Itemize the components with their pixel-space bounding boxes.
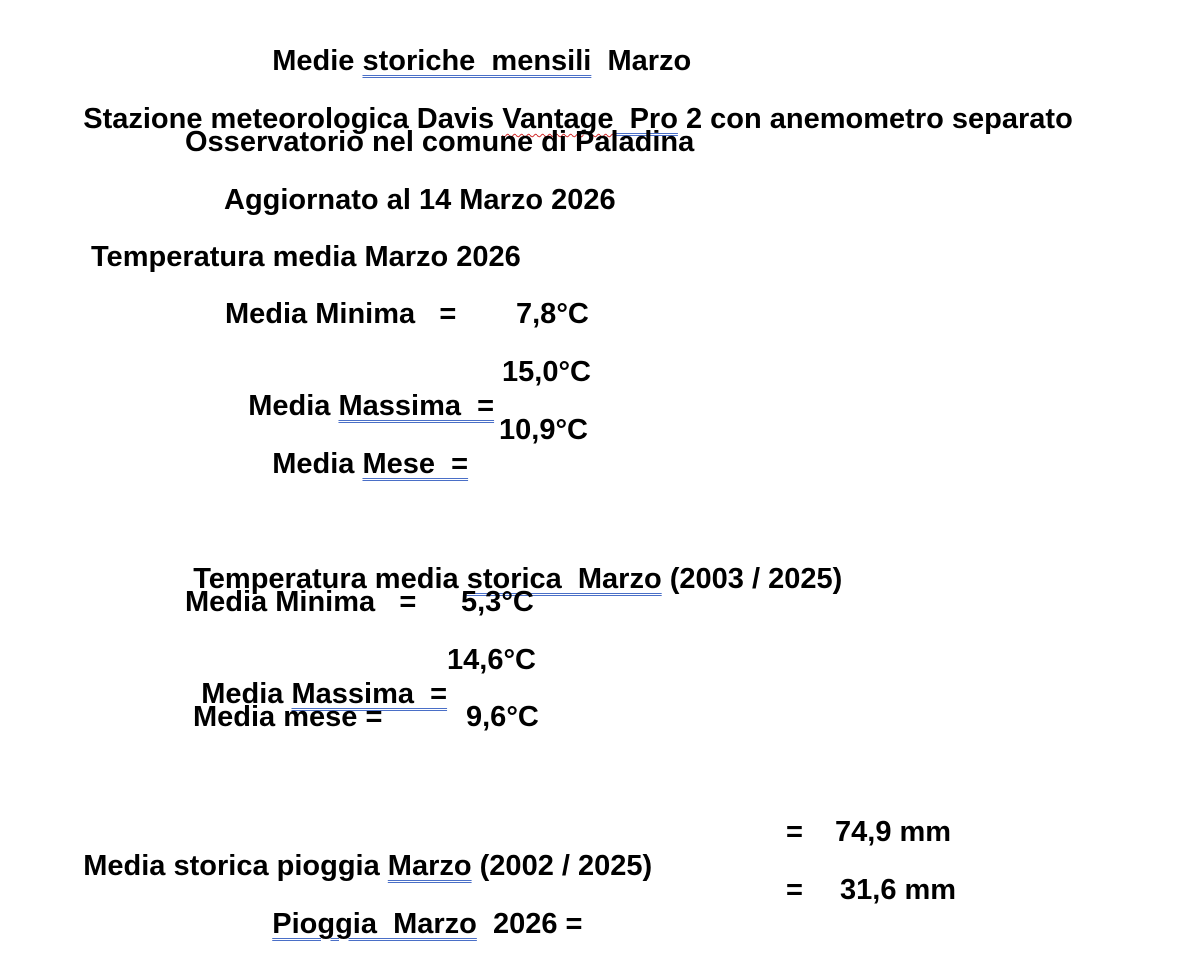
historical-mean-label: Media mese =	[193, 701, 383, 733]
station-part-4: 2 con anemometro separato	[677, 103, 1073, 135]
historical-max-label-b: Massima =	[291, 678, 448, 710]
station-part-3: Pro	[613, 103, 678, 135]
current-rain-label	[240, 873, 583, 975]
current-rain-value: 31,6 mm	[840, 874, 957, 906]
title-part-2: storiche mensili	[362, 45, 592, 77]
historical-rain-label-b: Marzo	[387, 850, 472, 882]
current-rain-equals: =	[786, 874, 803, 906]
current-min-value: 7,8°C	[516, 298, 589, 330]
historical-title-b: storica Marzo	[466, 563, 662, 595]
current-rain-label-b: 2026 =	[476, 908, 583, 940]
current-max-value: 15,0°C	[502, 356, 591, 388]
historical-min-label: Media Minima =	[185, 586, 417, 618]
page-title	[240, 10, 692, 77]
current-mean-value: 10,9°C	[499, 414, 588, 446]
title-part-3: Marzo	[591, 45, 692, 77]
station-part-1: Stazione meteorologica Davis	[83, 103, 503, 135]
current-mean-label	[240, 413, 468, 515]
historical-max-label-a: Media	[201, 678, 292, 710]
station-line	[51, 68, 1073, 135]
current-temp-title: Temperatura media Marzo 2026	[91, 241, 521, 273]
historical-rain-equals: =	[786, 816, 803, 848]
title-part-1: Medie	[272, 45, 363, 77]
historical-mean-value: 9,6°C	[466, 701, 539, 733]
updated-line: Aggiornato al 14 Marzo 2026	[224, 184, 616, 216]
historical-rain-value: 74,9 mm	[835, 816, 952, 848]
historical-rain-label-a: Media storica pioggia	[83, 850, 388, 882]
observatory-line: Osservatorio nel comune di Paladina	[185, 126, 695, 158]
current-min-label: Media Minima =	[225, 298, 457, 330]
historical-max-value: 14,6°C	[447, 644, 536, 676]
historical-title-a: Temperatura media	[193, 563, 467, 595]
historical-title-c: (2003 / 2025)	[661, 563, 843, 595]
historical-temp-title	[161, 528, 843, 595]
historical-min-value: 5,3°C	[461, 586, 534, 618]
historical-rain-label-c: (2002 / 2025)	[471, 850, 653, 882]
current-mean-label-b: Mese =	[362, 448, 469, 480]
current-max-label-b: Massima =	[338, 390, 495, 422]
current-max-label-a: Media	[248, 390, 339, 422]
current-mean-label-a: Media	[272, 448, 363, 480]
station-part-2: Vantage	[502, 103, 614, 135]
current-rain-label-a: Pioggia Marzo	[272, 908, 477, 940]
